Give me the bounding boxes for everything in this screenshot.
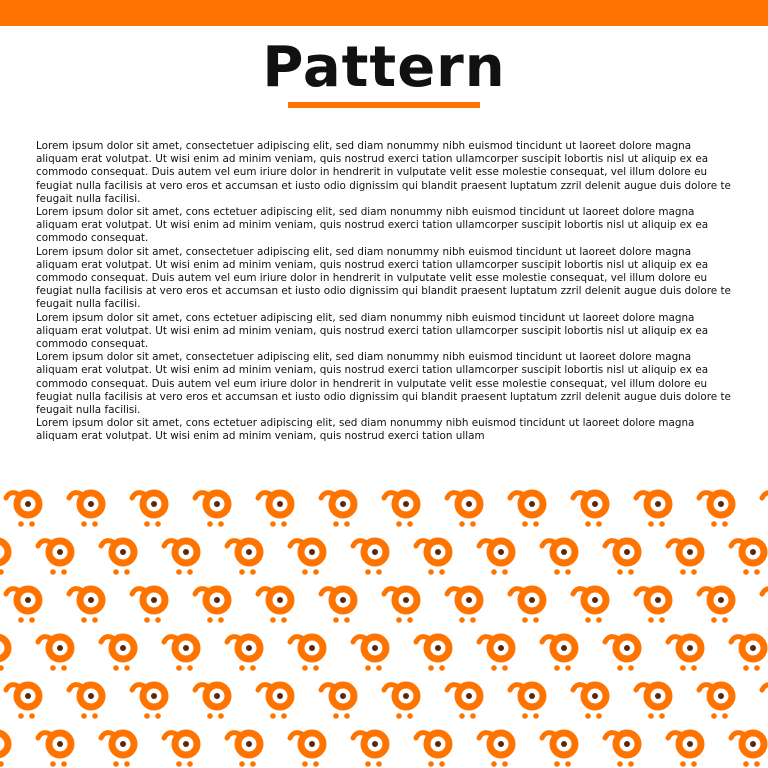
- shopping-cart-eye-icon: [195, 493, 228, 527]
- shopping-cart-eye-icon: [69, 685, 102, 719]
- shopping-cart-eye-icon: [573, 493, 606, 527]
- shopping-cart-eye-icon: [731, 733, 764, 767]
- shopping-cart-eye-icon: [510, 589, 543, 623]
- shopping-cart-eye-icon: [69, 589, 102, 623]
- paragraph: Lorem ipsum dolor sit amet, consectetuer adipiscing elit, sed diam nonummy nibh euismod tincidunt ut laoreet dolore magna aliquam erat volutpat. Ut wisi enim ad minim veniam, quis nostrud exerci tation ullamcorper suscipit lobortis nisl ut aliquip ex ea commodo consequat. Duis autem vel eum iriure dolor in hendrerit in vulputate velit esse molestie consequat, vel illum dolore eu feugiat nulla facilisis at vero eros et accumsan et iusto odio dignissim qui blandit praesent luptatum zzril delenit augue duis dolore te feugait nulla facilisi.: [36, 351, 731, 417]
- shopping-cart-eye-icon: [762, 589, 768, 623]
- shopping-cart-eye-icon: [353, 541, 386, 575]
- paragraph: Lorem ipsum dolor sit amet, consectetuer adipiscing elit, sed diam nonummy nibh euismod tincidunt ut laoreet dolore magna aliquam erat volutpat. Ut wisi enim ad minim veniam, quis nostrud exerci tation ullamcorper suscipit lobortis nisl ut aliquip ex ea commodo consequat. Duis autem vel eum iriure dolor in hendrerit in vulputate velit esse molestie consequat, vel illum dolore eu feugiat nulla facilisis at vero eros et accumsan et iusto odio dignissim qui blandit praesent luptatum zzril delenit augue duis dolore te feugait nulla facilisi.: [36, 140, 731, 205]
- paragraph: Lorem ipsum dolor sit amet, cons ectetuer adipiscing elit, sed diam nonummy nibh euismod tincidunt ut laoreet dolore magna aliquam erat volutpat. Ut wisi enim ad minim veniam, quis nostrud exerci tation ullamcorper suscipit lobortis nisl ut aliquip ex ea commodo consequat.: [36, 206, 709, 245]
- shopping-cart-eye-icon: [447, 685, 480, 719]
- shopping-cart-eye-icon: [353, 733, 386, 767]
- shopping-cart-eye-icon: [668, 637, 701, 671]
- shopping-cart-eye-icon: [38, 733, 71, 767]
- shopping-cart-eye-icon: [69, 493, 102, 527]
- shopping-cart-eye-icon: [542, 637, 575, 671]
- shopping-cart-eye-icon: [384, 685, 417, 719]
- shopping-cart-eye-icon: [699, 589, 732, 623]
- shopping-cart-eye-icon: [542, 733, 575, 767]
- shopping-cart-eye-icon: [6, 493, 39, 527]
- shopping-cart-eye-icon: [668, 541, 701, 575]
- top-accent-bar: [0, 0, 768, 26]
- shopping-cart-eye-icon: [731, 637, 764, 671]
- shopping-cart-eye-icon: [164, 733, 197, 767]
- shopping-cart-eye-icon: [510, 493, 543, 527]
- shopping-cart-eye-icon: [573, 685, 606, 719]
- shopping-cart-eye-icon: [321, 685, 354, 719]
- shopping-cart-eye-icon: [101, 733, 134, 767]
- paragraph: Lorem ipsum dolor sit amet, cons ectetuer adipiscing elit, sed diam nonummy nibh euismod tincidunt ut laoreet dolore magna aliquam erat volutpat. Ut wisi enim ad minim veniam, quis nostrud exerci tation ullam: [36, 417, 695, 443]
- shopping-cart-eye-icon: [384, 493, 417, 527]
- shopping-cart-eye-icon: [416, 541, 449, 575]
- shopping-cart-eye-icon: [227, 637, 260, 671]
- shopping-cart-eye-icon: [195, 589, 228, 623]
- shopping-cart-eye-icon: [290, 541, 323, 575]
- shopping-cart-eye-icon: [636, 493, 669, 527]
- shopping-cart-eye-icon: [321, 493, 354, 527]
- shopping-cart-eye-icon: [101, 637, 134, 671]
- paragraph: Lorem ipsum dolor sit amet, cons ectetuer adipiscing elit, sed diam nonummy nibh euismod tincidunt ut laoreet dolore magna aliquam erat volutpat. Ut wisi enim ad minim veniam, quis nostrud exerci tation ullamcorper suscipit lobortis nisl ut aliquip ex ea commodo consequat.: [36, 311, 709, 351]
- shopping-cart-eye-icon: [573, 589, 606, 623]
- shopping-cart-eye-icon: [38, 637, 71, 671]
- shopping-cart-eye-icon: [636, 685, 669, 719]
- body-text: [36, 140, 736, 444]
- shopping-cart-eye-icon: [195, 685, 228, 719]
- shopping-cart-eye-icon: [38, 541, 71, 575]
- shopping-cart-eye-icon: [132, 589, 165, 623]
- shopping-cart-eye-icon: [0, 541, 8, 575]
- shopping-cart-eye-icon: [762, 685, 768, 719]
- shopping-cart-eye-icon: [479, 541, 512, 575]
- paragraph: Lorem ipsum dolor sit amet, consectetuer adipiscing elit, sed diam nonummy nibh euismod tincidunt ut laoreet dolore magna aliquam erat volutpat. Ut wisi enim ad minim veniam, quis nostrud exerci tation ullamcorper suscipit lobortis nisl ut aliquip ex ea commodo consequat. Duis autem vel eum iriure dolor in hendrerit in vulputate velit esse molestie consequat, vel illum dolore eu feugiat nulla facilisis at vero eros et accumsan et iusto odio dignissim qui blandit praesent luptatum zzril delenit augue duis dolore te feugait nulla facilisi.: [36, 245, 731, 311]
- shopping-cart-eye-icon: [0, 637, 8, 671]
- shopping-cart-eye-icon: [258, 493, 291, 527]
- shopping-cart-eye-icon: [227, 733, 260, 767]
- shopping-cart-eye-icon: [447, 589, 480, 623]
- shopping-cart-eye-icon: [416, 733, 449, 767]
- shopping-cart-eye-icon: [132, 493, 165, 527]
- shopping-cart-eye-icon: [762, 493, 768, 527]
- title-underline: [288, 102, 480, 108]
- shopping-cart-eye-icon: [6, 685, 39, 719]
- shopping-cart-eye-icon: [479, 637, 512, 671]
- shopping-cart-eye-icon: [447, 493, 480, 527]
- shopping-cart-eye-icon: [605, 541, 638, 575]
- shopping-cart-eye-icon: [636, 589, 669, 623]
- shopping-cart-eye-icon: [731, 541, 764, 575]
- shopping-cart-eye-icon: [542, 541, 575, 575]
- shopping-cart-eye-icon: [258, 685, 291, 719]
- shopping-cart-eye-icon: [290, 637, 323, 671]
- shopping-cart-eye-icon: [384, 589, 417, 623]
- shopping-cart-eye-icon: [0, 733, 8, 767]
- shopping-cart-eye-icon: [164, 541, 197, 575]
- shopping-cart-eye-icon: [6, 589, 39, 623]
- shopping-cart-eye-icon: [321, 589, 354, 623]
- cart-pattern: [0, 480, 768, 768]
- shopping-cart-eye-icon: [510, 685, 543, 719]
- shopping-cart-eye-icon: [605, 637, 638, 671]
- page-title: Pattern: [262, 35, 506, 100]
- shopping-cart-eye-icon: [353, 637, 386, 671]
- shopping-cart-eye-icon: [164, 637, 197, 671]
- shopping-cart-eye-icon: [668, 733, 701, 767]
- shopping-cart-eye-icon: [227, 541, 260, 575]
- shopping-cart-eye-icon: [101, 541, 134, 575]
- shopping-cart-eye-icon: [479, 733, 512, 767]
- shopping-cart-eye-icon: [132, 685, 165, 719]
- shopping-cart-eye-icon: [258, 589, 291, 623]
- shopping-cart-eye-icon: [605, 733, 638, 767]
- shopping-cart-eye-icon: [699, 685, 732, 719]
- shopping-cart-eye-icon: [416, 637, 449, 671]
- shopping-cart-eye-icon: [290, 733, 323, 767]
- shopping-cart-eye-icon: [699, 493, 732, 527]
